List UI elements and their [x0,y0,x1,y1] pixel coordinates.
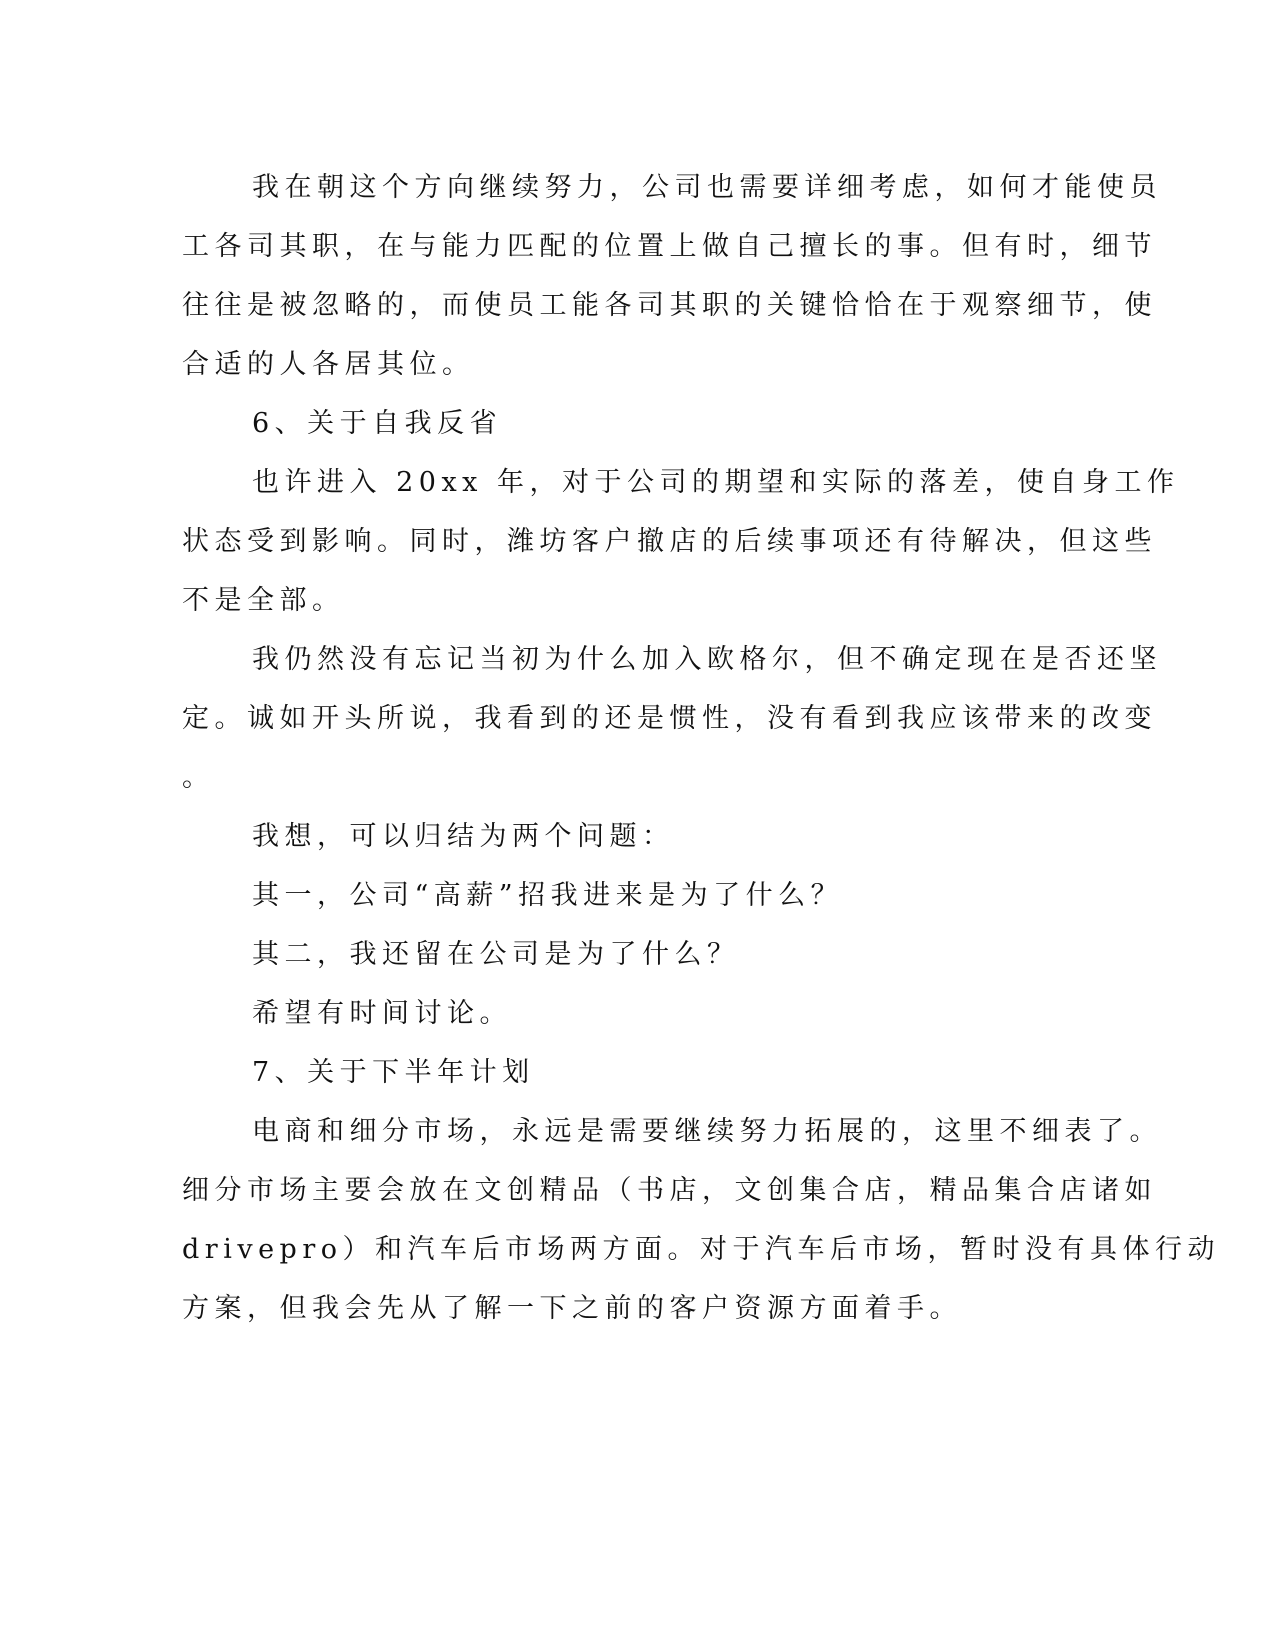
paragraph-line: 。 [182,762,215,793]
section-heading: 6、关于自我反省 [252,408,503,439]
paragraph-line: 希望有时间讨论。 [252,998,512,1029]
paragraph-line: drivepro）和汽车后市场两方面。对于汽车后市场，暂时没有具体行动 [182,1234,1221,1265]
section-heading: 7、关于下半年计划 [252,1057,535,1088]
paragraph-line: 合适的人各居其位。 [182,349,475,380]
paragraph-line: 我想，可以归结为两个问题： [252,821,675,852]
paragraph-line: 其二，我还留在公司是为了什么？ [252,939,740,970]
paragraph-line: 工各司其职，在与能力匹配的位置上做自己擅长的事。但有时，细节 [182,231,1157,262]
paragraph-line: 我在朝这个方向继续努力，公司也需要详细考虑，如何才能使员 [252,172,1162,203]
paragraph-line: 定。诚如开头所说，我看到的还是惯性，没有看到我应该带来的改变 [182,703,1157,734]
paragraph-line: 状态受到影响。同时，潍坊客户撤店的后续事项还有待解决，但这些 [182,526,1157,557]
paragraph-line: 细分市场主要会放在文创精品（书店，文创集合店，精品集合店诸如 [182,1175,1157,1206]
paragraph-line: 我仍然没有忘记当初为什么加入欧格尔，但不确定现在是否还坚 [252,644,1162,675]
paragraph-line: 其一，公司“高薪”招我进来是为了什么？ [252,880,844,911]
paragraph-line: 往往是被忽略的，而使员工能各司其职的关键恰恰在于观察细节，使 [182,290,1157,321]
paragraph-line: 方案，但我会先从了解一下之前的客户资源方面着手。 [182,1293,962,1324]
document-body [182,158,1221,1338]
paragraph-line: 也许进入 20xx 年，对于公司的期望和实际的落差，使自身工作 [252,467,1180,498]
paragraph-line: 不是全部。 [182,585,345,616]
paragraph-line: 电商和细分市场，永远是需要继续努力拓展的，这里不细表了。 [252,1116,1162,1147]
